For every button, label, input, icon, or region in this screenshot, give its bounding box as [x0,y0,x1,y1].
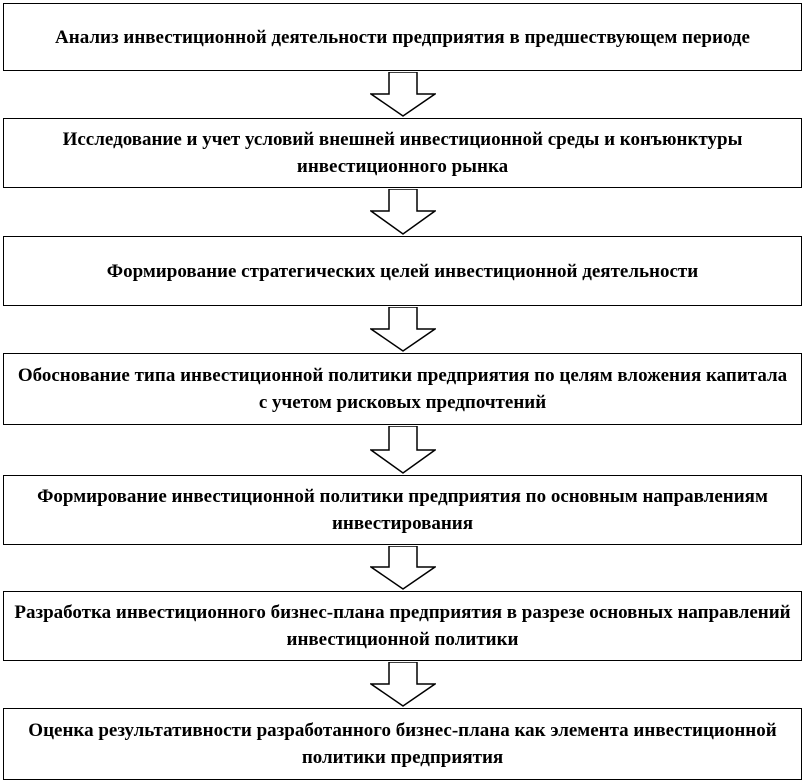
down-arrow-icon [370,662,436,707]
down-arrow-icon [370,72,436,117]
step-7-evaluation [3,708,802,780]
step-1-label: Анализ инвестиционной деятельности предприятия в предшествующем периоде [55,26,750,48]
step-4-policy-type [3,353,802,425]
down-arrow-icon [370,426,436,474]
step-2-research [3,118,802,188]
step-5-policy-formation [3,475,802,545]
step-1-analysis [3,3,802,71]
step-2-label: Исследование и учет условий внешней инвестиционной среды и конъюнктуры инвестиционного рынка [62,129,743,177]
step-7-label: Оценка результативности разработанного бизнес-плана как элемента инвестиционной политики предприятия [28,720,777,768]
step-6-label: Разработка инвестиционного бизнес-плана предприятия в разрезе основных направлений инвестиционной политики [14,602,791,650]
step-5-label: Формирование инвестиционной политики предприятия по основным направлениям инвестирования [37,486,768,534]
down-arrow-icon [370,546,436,590]
down-arrow-icon [370,189,436,235]
down-arrow-icon [370,307,436,352]
step-4-label: Обоснование типа инвестиционной политики предприятия по целям вложения капитала с учетом рисковых предпочтений [17,365,788,413]
step-3-label: Формирование стратегических целей инвестиционной деятельности [106,260,699,282]
step-3-goals [3,236,802,306]
step-6-business-plan [3,591,802,661]
